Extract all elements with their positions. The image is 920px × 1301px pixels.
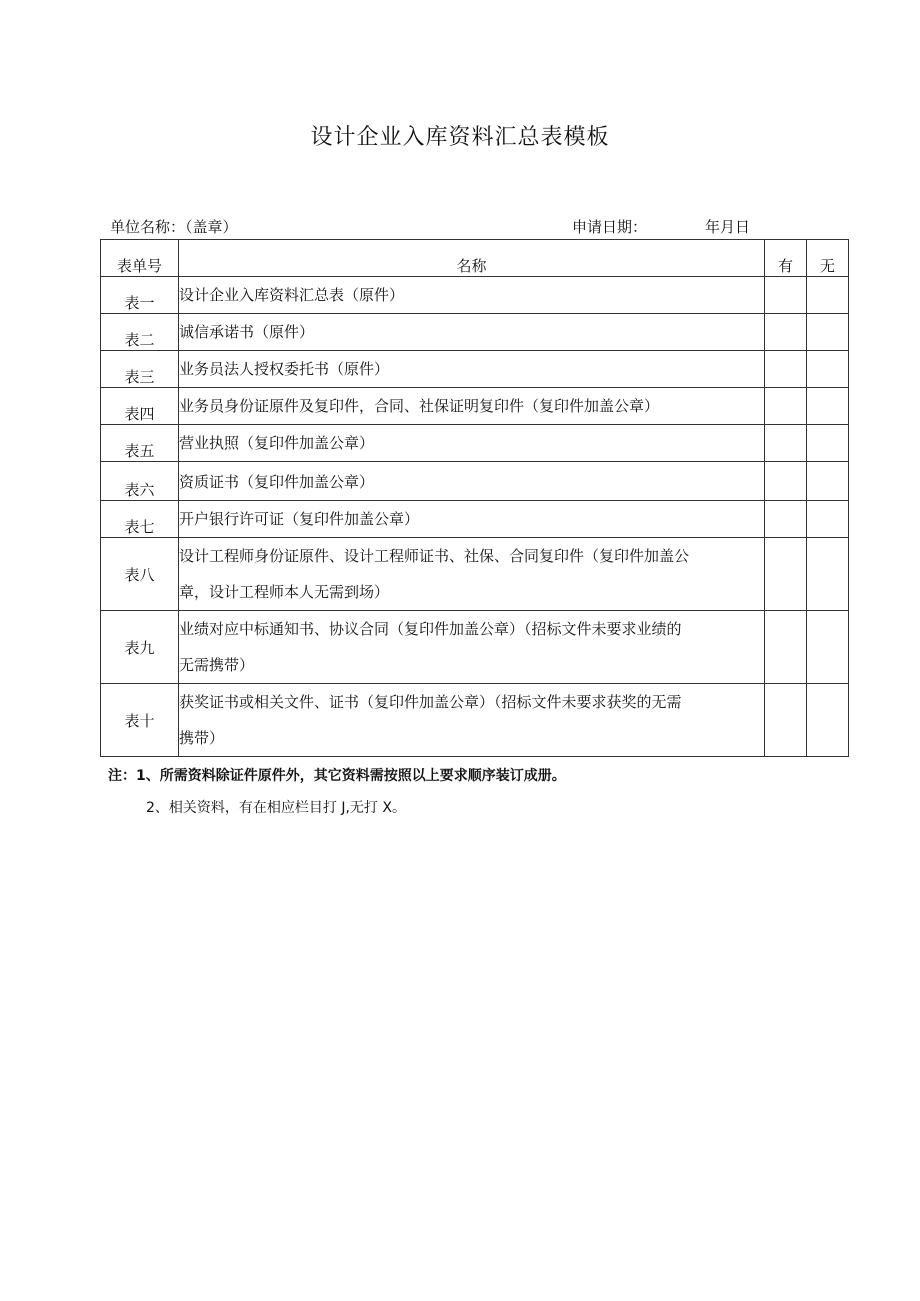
notes <box>108 760 566 824</box>
header-name: 名称 <box>179 240 765 277</box>
table-row <box>101 611 849 684</box>
form-number: 表四 <box>101 388 179 425</box>
form-number: 表九 <box>101 611 179 684</box>
yes-cell[interactable] <box>765 314 807 351</box>
header-no: 无 <box>807 240 849 277</box>
table-row <box>101 538 849 611</box>
note-2: 2、相关资料，有在相应栏目打 J,无打 X。 <box>146 800 406 816</box>
apply-date-label: 申请日期： <box>572 218 648 236</box>
material-name: 诚信承诺书（原件） <box>179 314 765 351</box>
material-name <box>179 611 765 684</box>
no-cell[interactable] <box>807 684 849 757</box>
form-number: 表六 <box>101 462 179 501</box>
table-row <box>101 351 849 388</box>
material-name-line: 携带） <box>179 729 225 747</box>
header-form-no: 表单号 <box>101 240 179 277</box>
no-cell[interactable] <box>807 501 849 538</box>
yes-cell[interactable] <box>765 462 807 501</box>
table-row <box>101 501 849 538</box>
form-number: 表一 <box>101 277 179 314</box>
material-name-line: 无需携带） <box>179 656 255 674</box>
table-row <box>101 277 849 314</box>
material-name: 业务员身份证原件及复印件，合同、社保证明复印件（复印件加盖公章） <box>179 388 765 425</box>
table-row <box>101 425 849 462</box>
no-cell[interactable] <box>807 538 849 611</box>
no-cell[interactable] <box>807 388 849 425</box>
unit-name-label: 单位名称：（盖章） <box>110 218 238 236</box>
yes-cell[interactable] <box>765 611 807 684</box>
yes-cell[interactable] <box>765 501 807 538</box>
page-title: 设计企业入库资料汇总表模板 <box>310 125 610 150</box>
material-name: 设计企业入库资料汇总表（原件） <box>179 277 765 314</box>
yes-cell[interactable] <box>765 425 807 462</box>
yes-cell[interactable] <box>765 388 807 425</box>
material-name-line: 业绩对应中标通知书、协议合同（复印件加盖公章）（招标文件未要求业绩的 <box>179 620 682 638</box>
no-cell[interactable] <box>807 277 849 314</box>
yes-cell[interactable] <box>765 684 807 757</box>
material-name-line: 章，设计工程师本人无需到场） <box>179 583 390 601</box>
apply-date-suffix: 年月日 <box>705 218 751 236</box>
no-cell[interactable] <box>807 314 849 351</box>
form-number: 表五 <box>101 425 179 462</box>
material-name: 开户银行许可证（复印件加盖公章） <box>179 501 765 538</box>
material-name <box>179 684 765 757</box>
form-number: 表八 <box>101 538 179 611</box>
form-number: 表三 <box>101 351 179 388</box>
material-name: 业务员法人授权委托书（原件） <box>179 351 765 388</box>
table-row <box>101 684 849 757</box>
material-name: 营业执照（复印件加盖公章） <box>179 425 765 462</box>
no-cell[interactable] <box>807 425 849 462</box>
materials-table <box>100 239 849 757</box>
material-name-line: 设计工程师身份证原件、设计工程师证书、社保、合同复印件（复印件加盖公 <box>179 547 690 565</box>
form-number: 表七 <box>101 501 179 538</box>
material-name: 资质证书（复印件加盖公章） <box>179 462 765 501</box>
form-number: 表十 <box>101 684 179 757</box>
no-cell[interactable] <box>807 462 849 501</box>
yes-cell[interactable] <box>765 277 807 314</box>
table-row <box>101 462 849 501</box>
table-row <box>101 314 849 351</box>
material-name-line: 获奖证书或相关文件、证书（复印件加盖公章）（招标文件未要求获奖的无需 <box>179 693 682 711</box>
form-number: 表二 <box>101 314 179 351</box>
table-header-row <box>101 240 849 277</box>
no-cell[interactable] <box>807 611 849 684</box>
yes-cell[interactable] <box>765 351 807 388</box>
material-name <box>179 538 765 611</box>
note-1: 注：1、所需资料除证件原件外，其它资料需按照以上要求顺序装订成册。 <box>108 768 566 784</box>
apply-date <box>572 216 750 237</box>
header-yes: 有 <box>765 240 807 277</box>
no-cell[interactable] <box>807 351 849 388</box>
yes-cell[interactable] <box>765 538 807 611</box>
table-row <box>101 388 849 425</box>
